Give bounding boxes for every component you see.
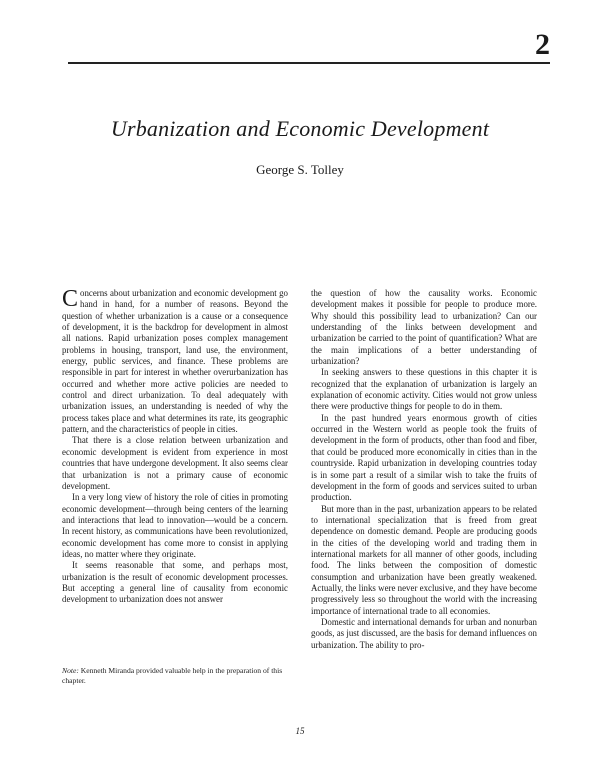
paragraph: That there is a close relation between urbanization and economic development is evident from experience in most countries that have undergone development. It also seems clear that urbanization is not a primary cause of economic development. [62, 435, 288, 491]
left-column [62, 288, 288, 606]
paragraph: In a very long view of history the role of cities in promoting economic development—through being centers of the learning and interactions that lead to innovation—would be a concern. In recent history, as communications have been revolutionized, economic development has come more to consist in applying ideas, no matter where they originate. [62, 492, 288, 559]
paragraph: It seems reasonable that some, and perhaps most, urbanization is the result of economic development processes. But accepting a general line of causality from economic development to urbanization does not answer [62, 560, 288, 605]
paragraph: In the past hundred years enormous growth of cities occurred in the Western world as people took the fruits of development in the form of products, other than food and fiber, that could be produced more economically in cities than in the countryside. Rapid urbanization in developing countries today is in some part a result of a similar wish to take the fruits of development in the form of goods and services suited to urban production. [311, 412, 537, 503]
paragraph-text: oncerns about urbanization and economic development go hand in hand, for a number of reasons. Beyond the question of whether urbanization is a cause or a consequence of development, it is the backdrop for development in almost all nations. Rapid urbanization poses complex management problems in housing, transport, land use, the environment, energy, public services, and finance. These problems are responsible in part for interest in whether overurbanization has occurred and whether more active policies are needed to control and direct urbanization. To deal adequately with urbanization issues, an understanding is needed of why the process takes place and what determines its rate, its geographic pattern, and the characteristics of people in cities. [62, 288, 288, 435]
paragraph [62, 288, 288, 435]
header-rule [68, 62, 550, 64]
footnote [62, 666, 288, 685]
page-number: 15 [295, 726, 305, 736]
chapter-title: Urbanization and Economic Development [110, 116, 490, 141]
paragraph: Domestic and international demands for urban and nonurban goods, as just discussed, are the basis for demand influences on urbanization. The ability to pro- [311, 616, 537, 650]
paragraph: But more than in the past, urbanization appears to be related to international specialization that is freed from great dependence on domestic demand. People are producing goods in the cities of the developing world and trading them in international markets for all manner of other goods, including food. The links between the composition of domestic consumption and urbanization have been greatly weakened. Actually, the links were never exclusive, and they have become progressively less so throughout the world with the increasing importance of international trade to all economies. [311, 503, 537, 616]
paragraph: the question of how the causality works. Economic development makes it possible for people to produce more. Why should this possibility lead to urbanization? Can our understanding of the links between development and urbanization be carried to the point of quantification? What are the main implications of a better understanding of urbanization? [311, 288, 537, 367]
author-name: George S. Tolley [256, 162, 344, 177]
drop-cap: C [62, 286, 79, 312]
right-column [311, 288, 537, 651]
paragraph: In seeking answers to these questions in this chapter it is recognized that the explanation of urbanization is largely an explanation of economic activity. Cities would not grow unless there were productive things for people to do in them. [311, 367, 537, 412]
chapter-number: 2 [535, 28, 550, 61]
footnote-label: Note: [62, 666, 79, 675]
footnote-text: Kenneth Miranda provided valuable help in the preparation of this chapter. [62, 666, 283, 685]
